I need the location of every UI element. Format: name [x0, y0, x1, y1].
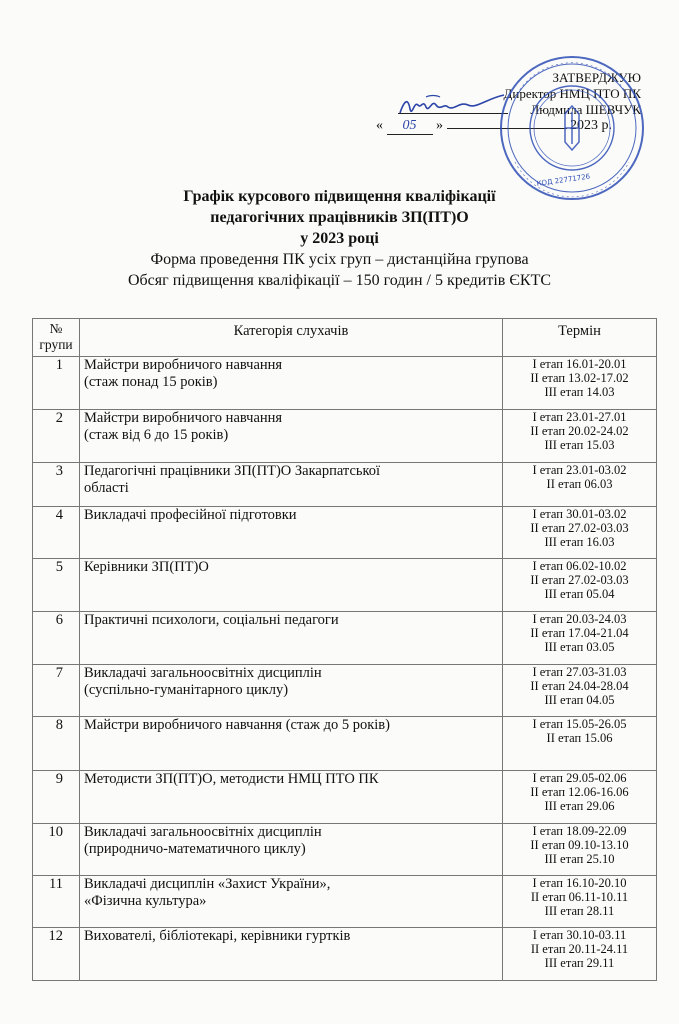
- category-line: Майстри виробничого навчання (стаж до 5 років): [84, 717, 390, 733]
- group-number: 12: [33, 928, 80, 981]
- group-number: 10: [33, 824, 80, 876]
- group-number: 4: [33, 507, 80, 559]
- term-stage: ІІ етап 06.11-10.11: [530, 890, 629, 904]
- group-category: [80, 771, 503, 824]
- title-line-1: Графік курсового підвищення кваліфікації: [183, 188, 496, 205]
- group-term: [503, 507, 657, 559]
- term-stage: ІІ етап 24.04-28.04: [530, 679, 629, 693]
- category-line: Керівники ЗП(ПТ)О: [84, 559, 209, 575]
- table-row: [33, 876, 657, 928]
- term-stage: ІІ етап 12.06-16.06: [530, 785, 629, 799]
- group-number: 8: [33, 717, 80, 771]
- approval-position: Директор НМЦ ПТО ПК: [503, 86, 641, 101]
- group-term: [503, 463, 657, 507]
- category-line: (стаж понад 15 років): [84, 374, 218, 390]
- category-line: (стаж від 6 до 15 років): [84, 427, 229, 443]
- table-row: [33, 559, 657, 612]
- term-stage: І етап 23.01-27.01: [532, 410, 627, 424]
- category-line: Викладачі загальноосвітніх дисциплін: [84, 665, 322, 681]
- term-stage: ІІІ етап 15.03: [544, 438, 615, 452]
- category-line: Практичні психологи, соціальні педагоги: [84, 612, 339, 628]
- category-line: Викладачі дисциплін «Захист України»,: [84, 876, 331, 892]
- term-stage: І етап 15.05-26.05: [532, 717, 627, 731]
- group-number: 5: [33, 559, 80, 612]
- schedule-table: [32, 318, 657, 981]
- group-category: [80, 507, 503, 559]
- category-line: Майстри виробничого навчання: [84, 357, 283, 373]
- group-category: [80, 559, 503, 612]
- category-line: Вихователі, бібліотекарі, керівники гуртків: [84, 928, 351, 944]
- term-stage: І етап 30.10-03.11: [532, 928, 627, 942]
- group-category: [80, 665, 503, 717]
- category-line: (природничо-математичного циклу): [84, 841, 306, 857]
- term-stage: І етап 18.09-22.09: [532, 824, 627, 838]
- header-term: Термін: [503, 319, 657, 357]
- category-line: області: [84, 480, 129, 496]
- group-term: [503, 824, 657, 876]
- date-open-quote: «: [376, 118, 383, 133]
- term-stage: ІІІ етап 14.03: [544, 385, 615, 399]
- title-line-4: Форма проведення ПК усіх груп – дистанційна групова: [150, 251, 529, 268]
- term-stage: ІІІ етап 25.10: [544, 852, 615, 866]
- term-stage: ІІ етап 15.06: [546, 731, 613, 745]
- date-close-quote: »: [436, 118, 443, 133]
- group-number: 6: [33, 612, 80, 665]
- group-number: 11: [33, 876, 80, 928]
- group-category: [80, 357, 503, 410]
- group-number: 9: [33, 771, 80, 824]
- term-stage: І етап 16.10-20.10: [532, 876, 627, 890]
- term-stage: І етап 20.03-24.03: [532, 612, 627, 626]
- group-category: [80, 928, 503, 981]
- group-number: 3: [33, 463, 80, 507]
- title-line-3: у 2023 році: [300, 230, 379, 247]
- term-stage: ІІІ етап 29.06: [544, 799, 615, 813]
- term-stage: І етап 30.01-03.02: [532, 507, 627, 521]
- group-category: [80, 612, 503, 665]
- term-stage: ІІ етап 20.02-24.02: [530, 424, 629, 438]
- term-stage: ІІ етап 20.11-24.11: [530, 942, 629, 956]
- group-term: [503, 876, 657, 928]
- date-year: 2023 р.: [570, 118, 612, 133]
- category-line: Методисти ЗП(ПТ)О, методисти НМЦ ПТО ПК: [84, 771, 379, 787]
- term-stage: ІІІ етап 29.11: [544, 956, 615, 970]
- term-stage: ІІ етап 06.03: [546, 477, 613, 491]
- header-number: № групи: [33, 319, 80, 357]
- table-header-row: [33, 319, 657, 357]
- document-title: [0, 186, 679, 291]
- group-category: [80, 717, 503, 771]
- group-category: [80, 463, 503, 507]
- stamp-code: КОД 22771726: [536, 172, 591, 188]
- table-row: [33, 824, 657, 876]
- term-stage: ІІІ етап 04.05: [544, 693, 615, 707]
- group-term: [503, 612, 657, 665]
- table-row: [33, 507, 657, 559]
- table-row: [33, 928, 657, 981]
- signature-line: [398, 113, 508, 114]
- table-row: [33, 665, 657, 717]
- group-term: [503, 771, 657, 824]
- group-term: [503, 357, 657, 410]
- title-line-5: Обсяг підвищення кваліфікації – 150 годин / 5 кредитів ЄКТС: [127, 272, 552, 289]
- group-number: 7: [33, 665, 80, 717]
- group-term: [503, 928, 657, 981]
- approval-heading: ЗАТВЕРДЖУЮ: [552, 70, 641, 85]
- table-row: [33, 463, 657, 507]
- table-row: [33, 357, 657, 410]
- term-stage: І етап 23.01-03.02: [532, 463, 627, 477]
- group-term: [503, 410, 657, 463]
- category-line: Викладачі професійної підготовки: [84, 507, 297, 523]
- category-line: Викладачі загальноосвітніх дисциплін: [84, 824, 322, 840]
- term-stage: І етап 16.01-20.01: [532, 357, 627, 371]
- term-stage: ІІІ етап 05.04: [544, 587, 615, 601]
- term-stage: І етап 27.03-31.03: [532, 665, 627, 679]
- group-term: [503, 665, 657, 717]
- group-category: [80, 410, 503, 463]
- term-stage: І етап 06.02-10.02: [532, 559, 627, 573]
- title-line-2: педагогічних працівників ЗП(ПТ)О: [210, 209, 469, 226]
- category-line: Майстри виробничого навчання: [84, 410, 283, 426]
- table-row: [33, 771, 657, 824]
- approval-name: Людмила ШЕВЧУК: [530, 102, 641, 117]
- category-line: (суспільно-гуманітарного циклу): [84, 682, 289, 698]
- term-stage: ІІІ етап 16.03: [544, 535, 615, 549]
- group-term: [503, 559, 657, 612]
- table-row: [33, 410, 657, 463]
- term-stage: ІІІ етап 03.05: [544, 640, 615, 654]
- group-number: 1: [33, 357, 80, 410]
- term-stage: ІІ етап 13.02-17.02: [530, 371, 629, 385]
- header-category: Категорія слухачів: [80, 319, 503, 357]
- category-line: Педагогічні працівники ЗП(ПТ)О Закарпатської: [84, 463, 381, 479]
- term-stage: ІІІ етап 28.11: [544, 904, 615, 918]
- table-row: [33, 612, 657, 665]
- term-stage: ІІ етап 27.02-03.03: [530, 573, 629, 587]
- category-line: «Фізична культура»: [84, 893, 207, 909]
- group-term: [503, 717, 657, 771]
- group-category: [80, 876, 503, 928]
- official-stamp-image: [497, 54, 647, 202]
- group-number: 2: [33, 410, 80, 463]
- term-stage: І етап 29.05-02.06: [532, 771, 627, 785]
- term-stage: ІІ етап 17.04-21.04: [530, 626, 629, 640]
- term-stage: ІІ етап 27.02-03.03: [530, 521, 629, 535]
- group-category: [80, 824, 503, 876]
- table-row: [33, 717, 657, 771]
- date-day: 05: [387, 118, 433, 135]
- term-stage: ІІ етап 09.10-13.10: [530, 838, 629, 852]
